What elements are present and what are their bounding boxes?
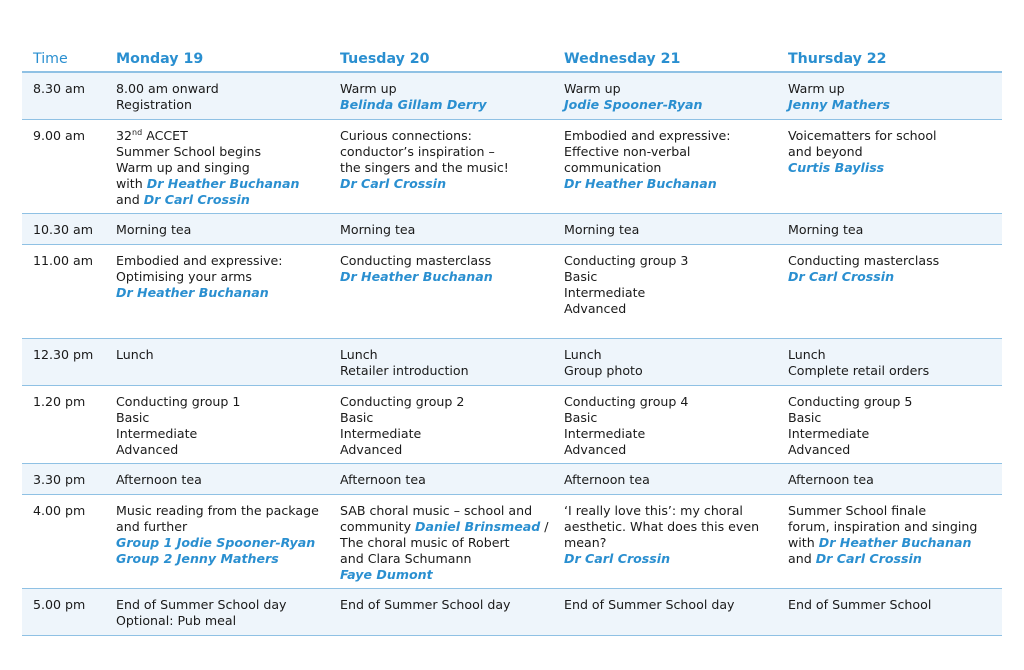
session-cell — [105, 464, 329, 494]
session-line — [340, 426, 553, 442]
session-text: Basic — [340, 410, 374, 425]
session-line — [340, 160, 553, 176]
session-cell — [777, 339, 1001, 385]
presenter-name: Daniel Brinsmead — [415, 519, 541, 534]
session-text: Afternoon tea — [340, 472, 426, 487]
session-text: ACCET — [142, 128, 188, 143]
session-line — [788, 363, 1001, 379]
schedule-row — [22, 464, 1002, 495]
session-text: communication — [564, 160, 662, 175]
time-cell: 11.00 am — [33, 253, 94, 268]
session-line — [340, 269, 553, 285]
session-line — [788, 81, 1001, 97]
presenter-name: Belinda Gillam Derry — [340, 97, 487, 112]
session-line — [116, 426, 329, 442]
day-header-thursday: Thursday 22 — [788, 51, 887, 67]
presenter-name: Faye Dumont — [340, 567, 433, 582]
session-line — [116, 269, 329, 285]
session-cell — [329, 589, 553, 635]
session-line — [788, 503, 1001, 519]
presenter-name: Dr Heather Buchanan — [340, 269, 493, 284]
session-line — [564, 301, 777, 317]
session-text: Effective non-verbal — [564, 144, 691, 159]
session-text: Embodied and expressive: — [116, 253, 283, 268]
presenter-name: Dr Carl Crossin — [815, 551, 922, 566]
session-line — [340, 597, 553, 613]
session-text: Lunch — [340, 347, 378, 362]
session-line — [564, 128, 777, 144]
session-text: with — [116, 176, 147, 191]
presenter-name: Dr Carl Crossin — [340, 176, 447, 191]
session-text: with — [788, 535, 819, 550]
session-cell — [777, 386, 1001, 463]
session-text: Afternoon tea — [116, 472, 202, 487]
session-text: Conducting group 5 — [788, 394, 913, 409]
session-text: Conducting group 2 — [340, 394, 465, 409]
session-line — [564, 410, 777, 426]
session-text: Advanced — [340, 442, 403, 457]
session-line — [564, 472, 777, 488]
schedule-row — [22, 120, 1002, 214]
session-line — [564, 503, 777, 519]
session-cell — [105, 73, 329, 119]
session-line — [564, 394, 777, 410]
session-line — [340, 567, 553, 583]
session-line — [116, 192, 329, 208]
session-cell — [553, 214, 777, 244]
session-text: and — [788, 551, 816, 566]
session-line — [116, 97, 329, 113]
session-cell — [553, 339, 777, 385]
session-line — [788, 160, 1001, 176]
session-text: Optimising your arms — [116, 269, 252, 284]
session-text: Advanced — [564, 301, 627, 316]
session-line — [564, 285, 777, 301]
session-line — [564, 519, 777, 535]
time-cell: 3.30 pm — [33, 472, 86, 487]
session-cell — [329, 386, 553, 463]
session-line — [340, 81, 553, 97]
session-text: the singers and the music! — [340, 160, 509, 175]
session-line — [116, 285, 329, 301]
session-cell — [105, 589, 329, 635]
session-text: End of Summer School day — [340, 597, 511, 612]
session-line — [340, 551, 553, 567]
session-cell — [777, 245, 1001, 338]
session-line — [116, 81, 329, 97]
session-text: Basic — [788, 410, 822, 425]
session-cell — [777, 73, 1001, 119]
session-line — [788, 442, 1001, 458]
session-line — [340, 347, 553, 363]
day-header-wednesday: Wednesday 21 — [564, 51, 681, 67]
session-line — [116, 503, 329, 519]
schedule-row — [22, 589, 1002, 636]
session-text: Summer School finale — [788, 503, 927, 518]
session-text: Advanced — [788, 442, 851, 457]
session-cell — [329, 339, 553, 385]
session-text: Summer School begins — [116, 144, 262, 159]
session-line — [340, 97, 553, 113]
session-line — [564, 97, 777, 113]
session-text: Curious connections: — [340, 128, 472, 143]
presenter-name: Group 1 Jodie Spooner-Ryan — [116, 535, 316, 550]
session-text: 8.00 am onward — [116, 81, 219, 96]
session-line — [340, 472, 553, 488]
time-cell: 10.30 am — [33, 222, 94, 237]
session-line — [564, 144, 777, 160]
session-text: Lunch — [564, 347, 602, 362]
session-text: End of Summer School day — [116, 597, 287, 612]
session-text: aesthetic. What does this even — [564, 519, 760, 534]
session-text: Optional: Pub meal — [116, 613, 237, 628]
session-line — [340, 128, 553, 144]
session-text: Conducting masterclass — [788, 253, 940, 268]
presenter-name: Jenny Mathers — [788, 97, 891, 112]
session-text: and — [116, 192, 144, 207]
session-cell — [553, 589, 777, 635]
session-line — [788, 519, 1001, 535]
time-cell: 12.30 pm — [33, 347, 94, 362]
session-text: conductor’s inspiration – — [340, 144, 495, 159]
session-text: The choral music of Robert — [340, 535, 510, 550]
session-line — [340, 144, 553, 160]
session-cell — [553, 495, 777, 588]
time-cell: 8.30 am — [33, 81, 86, 96]
session-cell — [553, 464, 777, 494]
presenter-name: Group 2 Jenny Mathers — [116, 551, 279, 566]
session-text: Morning tea — [116, 222, 192, 237]
session-text: Warm up — [564, 81, 621, 96]
session-cell — [553, 73, 777, 119]
session-cell — [329, 120, 553, 213]
session-text: Warm up and singing — [116, 160, 250, 175]
session-line — [788, 535, 1001, 551]
session-cell — [553, 120, 777, 213]
session-cell — [777, 120, 1001, 213]
session-line — [116, 176, 329, 192]
session-cell — [329, 495, 553, 588]
session-line — [116, 551, 329, 567]
session-text: community — [340, 519, 416, 534]
session-text: Intermediate — [788, 426, 870, 441]
day-header-tuesday: Tuesday 20 — [340, 51, 430, 67]
session-text: Lunch — [788, 347, 826, 362]
session-line — [788, 347, 1001, 363]
session-text: Lunch — [116, 347, 154, 362]
session-text: Intermediate — [340, 426, 422, 441]
session-line — [116, 128, 329, 144]
session-line — [564, 535, 777, 551]
session-cell — [329, 214, 553, 244]
session-text: Advanced — [116, 442, 179, 457]
session-line — [788, 426, 1001, 442]
session-cell — [105, 495, 329, 588]
session-line — [564, 176, 777, 192]
session-line — [788, 269, 1001, 285]
session-text: Complete retail orders — [788, 363, 930, 378]
session-cell — [329, 464, 553, 494]
session-line — [340, 253, 553, 269]
session-line — [116, 613, 329, 629]
schedule-row — [22, 495, 1002, 589]
session-cell — [777, 495, 1001, 588]
session-line — [116, 144, 329, 160]
session-text: Morning tea — [340, 222, 416, 237]
session-line — [116, 519, 329, 535]
session-cell — [553, 245, 777, 338]
schedule-row — [22, 214, 1002, 245]
session-line — [788, 597, 1001, 613]
session-text: 32 — [116, 128, 133, 143]
presenter-name: Dr Carl Crossin — [564, 551, 671, 566]
session-cell — [777, 589, 1001, 635]
session-line — [340, 363, 553, 379]
schedule-row — [22, 73, 1002, 120]
session-cell — [329, 245, 553, 338]
session-line — [564, 426, 777, 442]
schedule-row — [22, 339, 1002, 386]
session-text: and further — [116, 519, 188, 534]
session-line — [340, 222, 553, 238]
session-text: / — [540, 519, 549, 534]
schedule-body — [22, 73, 1002, 636]
time-cell: 5.00 pm — [33, 597, 86, 612]
session-text: Basic — [564, 269, 598, 284]
session-line — [340, 442, 553, 458]
session-line — [788, 253, 1001, 269]
session-cell — [105, 339, 329, 385]
session-cell — [105, 386, 329, 463]
presenter-name: Jodie Spooner-Ryan — [564, 97, 703, 112]
session-text: SAB choral music – school and — [340, 503, 533, 518]
ordinal-suffix: nd — [132, 128, 143, 137]
session-line — [564, 551, 777, 567]
time-cell: 4.00 pm — [33, 503, 86, 518]
session-text: Retailer introduction — [340, 363, 469, 378]
session-line — [788, 128, 1001, 144]
day-header-monday: Monday 19 — [116, 51, 204, 67]
session-cell — [105, 245, 329, 338]
session-cell — [777, 464, 1001, 494]
session-text: Embodied and expressive: — [564, 128, 731, 143]
session-text: Intermediate — [564, 285, 646, 300]
session-text: Morning tea — [564, 222, 640, 237]
session-text: ‘I really love this’: my choral — [564, 503, 743, 518]
session-line — [340, 176, 553, 192]
session-text: Basic — [564, 410, 598, 425]
session-line — [788, 394, 1001, 410]
session-line — [116, 410, 329, 426]
session-text: and beyond — [788, 144, 863, 159]
session-text: Conducting group 3 — [564, 253, 689, 268]
session-text: Music reading from the package — [116, 503, 319, 518]
session-text: Morning tea — [788, 222, 864, 237]
session-line — [788, 551, 1001, 567]
session-line — [340, 503, 553, 519]
session-line — [116, 394, 329, 410]
session-text: Intermediate — [564, 426, 646, 441]
session-text: Intermediate — [116, 426, 198, 441]
session-line — [564, 222, 777, 238]
session-line — [116, 597, 329, 613]
session-text: Registration — [116, 97, 192, 112]
session-text: Basic — [116, 410, 150, 425]
session-line — [116, 442, 329, 458]
time-cell: 1.20 pm — [33, 394, 86, 409]
session-cell — [105, 214, 329, 244]
schedule-row — [22, 245, 1002, 339]
session-line — [564, 363, 777, 379]
session-line — [788, 222, 1001, 238]
session-text: Warm up — [340, 81, 397, 96]
presenter-name: Dr Heather Buchanan — [564, 176, 717, 191]
session-line — [564, 269, 777, 285]
session-line — [116, 222, 329, 238]
schedule-row — [22, 386, 1002, 464]
session-text: Afternoon tea — [564, 472, 650, 487]
session-cell — [777, 214, 1001, 244]
session-text: and Clara Schumann — [340, 551, 472, 566]
session-line — [564, 442, 777, 458]
session-text: forum, inspiration and singing — [788, 519, 978, 534]
presenter-name: Dr Carl Crossin — [143, 192, 250, 207]
session-text: Advanced — [564, 442, 627, 457]
session-line — [564, 347, 777, 363]
session-line — [116, 472, 329, 488]
presenter-name: Dr Heather Buchanan — [818, 535, 972, 550]
session-line — [564, 253, 777, 269]
session-text: Group photo — [564, 363, 643, 378]
session-line — [340, 410, 553, 426]
session-line — [788, 97, 1001, 113]
session-text: Voicematters for school — [788, 128, 937, 143]
session-line — [788, 472, 1001, 488]
time-column-header: Time — [33, 51, 68, 67]
presenter-name: Curtis Bayliss — [788, 160, 885, 175]
session-text: End of Summer School — [788, 597, 932, 612]
session-line — [116, 253, 329, 269]
session-line — [788, 410, 1001, 426]
presenter-name: Dr Heather Buchanan — [146, 176, 300, 191]
session-text: mean? — [564, 535, 607, 550]
session-line — [340, 394, 553, 410]
session-line — [564, 81, 777, 97]
session-text: Conducting masterclass — [340, 253, 492, 268]
session-text: Warm up — [788, 81, 845, 96]
session-line — [564, 597, 777, 613]
session-text: Conducting group 1 — [116, 394, 241, 409]
session-line — [116, 535, 329, 551]
session-cell — [329, 73, 553, 119]
session-cell — [105, 120, 329, 213]
session-line — [564, 160, 777, 176]
session-line — [340, 519, 553, 535]
session-line — [340, 535, 553, 551]
schedule-table — [22, 44, 1002, 636]
presenter-name: Dr Carl Crossin — [788, 269, 895, 284]
session-text: Afternoon tea — [788, 472, 874, 487]
session-line — [788, 144, 1001, 160]
header-row — [22, 44, 1002, 73]
session-text: End of Summer School day — [564, 597, 735, 612]
session-line — [116, 160, 329, 176]
presenter-name: Dr Heather Buchanan — [116, 285, 269, 300]
time-cell: 9.00 am — [33, 128, 86, 143]
session-cell — [553, 386, 777, 463]
session-text: Conducting group 4 — [564, 394, 689, 409]
session-line — [116, 347, 329, 363]
